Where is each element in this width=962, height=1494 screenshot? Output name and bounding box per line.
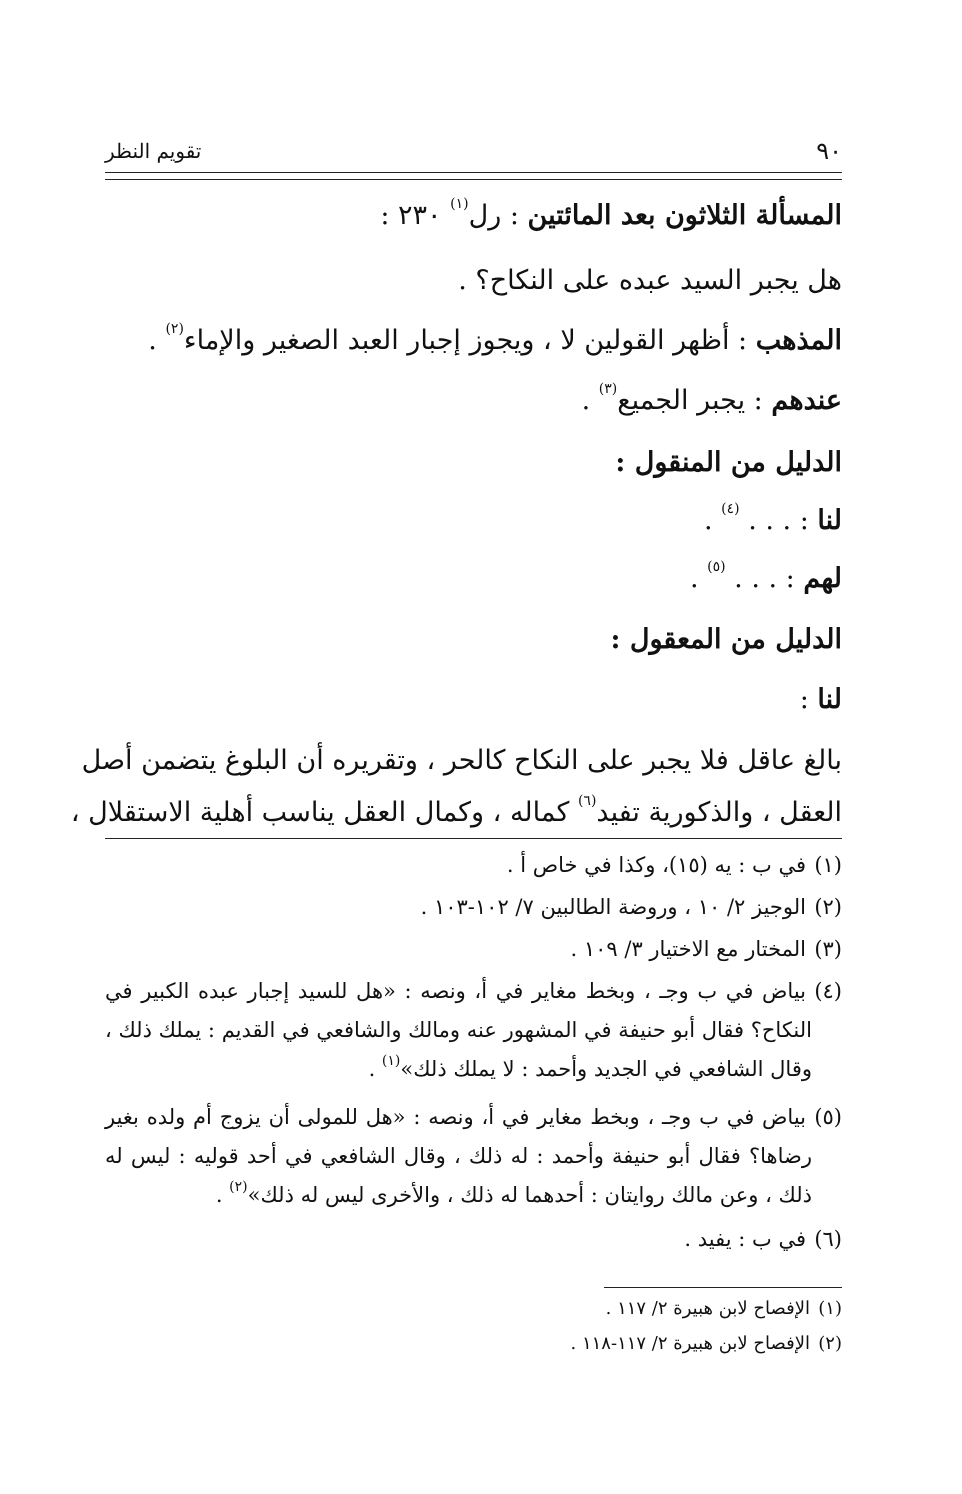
footnote-text: في ب : يفيد . bbox=[684, 1227, 806, 1251]
footnote-4-line-2: النكاح؟ فقال أبو حنيفة في المشهور عنه ومالك والشافعي في القديم : يملك ذلك ، bbox=[105, 1018, 812, 1042]
ellipsis-text: : . . . bbox=[725, 563, 804, 594]
line-tail: : bbox=[799, 684, 818, 715]
lana-aql-line bbox=[105, 684, 842, 715]
footnote-5-line-3 bbox=[105, 1179, 812, 1207]
lana-naql-line bbox=[105, 501, 842, 536]
footnote-text: الإفصاح لابن هبيرة ٢/ ١١٧-١١٨ . bbox=[570, 1333, 810, 1354]
footnote-number: (٢) bbox=[818, 1333, 842, 1354]
lana-label: لنا bbox=[817, 505, 842, 536]
paragraph-line-1: بالغ عاقل فلا يجبر على النكاح كالحر ، وتقريره أن البلوغ يتضمن أصل bbox=[81, 745, 842, 776]
ellipsis-text: : . . . bbox=[739, 505, 818, 536]
line-tail: . bbox=[689, 563, 708, 594]
footnote-text: المختار مع الاختيار ٣/ ١٠٩ . bbox=[570, 937, 806, 961]
footnote-text: بياض في ب وجـ ، وبخط مغاير في أ، ونصه : «هل للسيد إجبار عبده الكبير في bbox=[105, 979, 806, 1003]
line-tail: . bbox=[703, 505, 722, 536]
page-number: ٩٠ bbox=[816, 137, 842, 165]
line-tail: . bbox=[215, 1183, 230, 1207]
footnote-1 bbox=[105, 853, 842, 877]
issue-heading-bold: المسألة الثلاثون بعد المائتين bbox=[527, 200, 842, 231]
header-rule bbox=[105, 172, 842, 180]
manqul-heading-text: الدليل من المنقول : bbox=[615, 447, 842, 478]
line-tail: . bbox=[368, 1057, 382, 1081]
page-header bbox=[105, 137, 842, 171]
footnote-5 bbox=[105, 1105, 842, 1129]
footnote-ref: (٤) bbox=[721, 501, 740, 517]
lahum-naql-line bbox=[105, 559, 842, 594]
footnote-5-line-2: رضاها؟ فقال أبو حنيفة وأحمد : له ذلك ، وقال الشافعي في أحد قوليه : ليس له bbox=[105, 1144, 812, 1168]
footnote-number: (٤) bbox=[814, 979, 842, 1003]
footnote-ref: (١) bbox=[381, 1053, 401, 1069]
madhhab-tail: . bbox=[148, 325, 166, 356]
footnote-number: (٣) bbox=[814, 937, 842, 961]
lana-label: لنا bbox=[817, 684, 842, 715]
footnote-text: الوجيز ٢/ ١٠ ، وروضة الطالبين ٧/ ١٠٢-١٠٣ . bbox=[420, 895, 806, 919]
footnote-ref: (٦) bbox=[577, 793, 597, 809]
footnote-number: (٦) bbox=[814, 1227, 842, 1251]
footnote-ref: (٢) bbox=[229, 1179, 248, 1195]
footnote-text: بياض في ب وجـ ، وبخط مغاير في أ، ونصه : «هل للمولى أن يزوج أم ولده بغير bbox=[105, 1105, 806, 1129]
lahum-label: لهم bbox=[803, 563, 842, 594]
madhhab-label: المذهب bbox=[755, 325, 842, 356]
running-title: تقويم النظر bbox=[105, 139, 202, 163]
manqul-heading bbox=[105, 447, 842, 478]
paragraph-text: العقل ، والذكورية تفيد bbox=[596, 797, 842, 828]
paragraph-line-2 bbox=[70, 793, 842, 828]
subfootnote-1 bbox=[105, 1298, 842, 1319]
footnote-number: (٥) bbox=[814, 1105, 842, 1129]
footnote-text: ذلك ، وعن مالك روايتان : أحدهما له ذلك ، والأخرى ليس له ذلك» bbox=[247, 1183, 812, 1207]
paragraph-text: كماله ، وكمال العقل يناسب أهلية الاستقلال ، bbox=[70, 797, 578, 828]
footnote-ref: (٣) bbox=[598, 381, 618, 397]
footnote-text: وقال الشافعي في الجديد وأحمد : لا يملك ذلك» bbox=[400, 1057, 812, 1081]
maqul-heading bbox=[105, 624, 842, 655]
footnote-6 bbox=[105, 1227, 842, 1251]
footnote-3 bbox=[105, 937, 842, 961]
madhhab-text: : أظهر القولين لا ، ويجوز إجبار العبد الصغير والإماء bbox=[183, 325, 756, 356]
footnote-2 bbox=[105, 895, 842, 919]
footnote-number: (١) bbox=[814, 853, 842, 877]
footnote-text: الإفصاح لابن هبيرة ٢/ ١١٧ . bbox=[605, 1298, 810, 1319]
issue-heading-tail: ٢٣٠ : bbox=[380, 200, 451, 231]
indahum-tail: . bbox=[581, 385, 599, 416]
maqul-heading-text: الدليل من المعقول : bbox=[610, 624, 842, 655]
footnote-number: (١) bbox=[818, 1298, 842, 1319]
subfootnote-2 bbox=[105, 1333, 842, 1354]
footnote-text: في ب : يه (١٥)، وكذا في خاص أ . bbox=[506, 853, 806, 877]
indahum-line bbox=[105, 381, 842, 416]
footnote-ref: (٢) bbox=[165, 321, 184, 337]
indahum-text: : يجبر الجميع bbox=[617, 385, 772, 416]
madhhab-line bbox=[105, 321, 842, 356]
issue-heading bbox=[105, 196, 842, 231]
footnote-4-line-3 bbox=[105, 1053, 812, 1081]
footnote-rule bbox=[105, 838, 842, 839]
question-line: هل يجبر السيد عبده على النكاح؟ . bbox=[458, 265, 842, 296]
footnote-ref: (٥) bbox=[707, 559, 726, 575]
footnote-4 bbox=[105, 979, 842, 1003]
issue-heading-rest: : رل bbox=[468, 200, 528, 231]
footnote-number: (٢) bbox=[814, 895, 842, 919]
indahum-label: عندهم bbox=[771, 385, 842, 416]
footnote-ref: (١) bbox=[450, 196, 469, 212]
subfootnote-rule bbox=[604, 1287, 842, 1288]
